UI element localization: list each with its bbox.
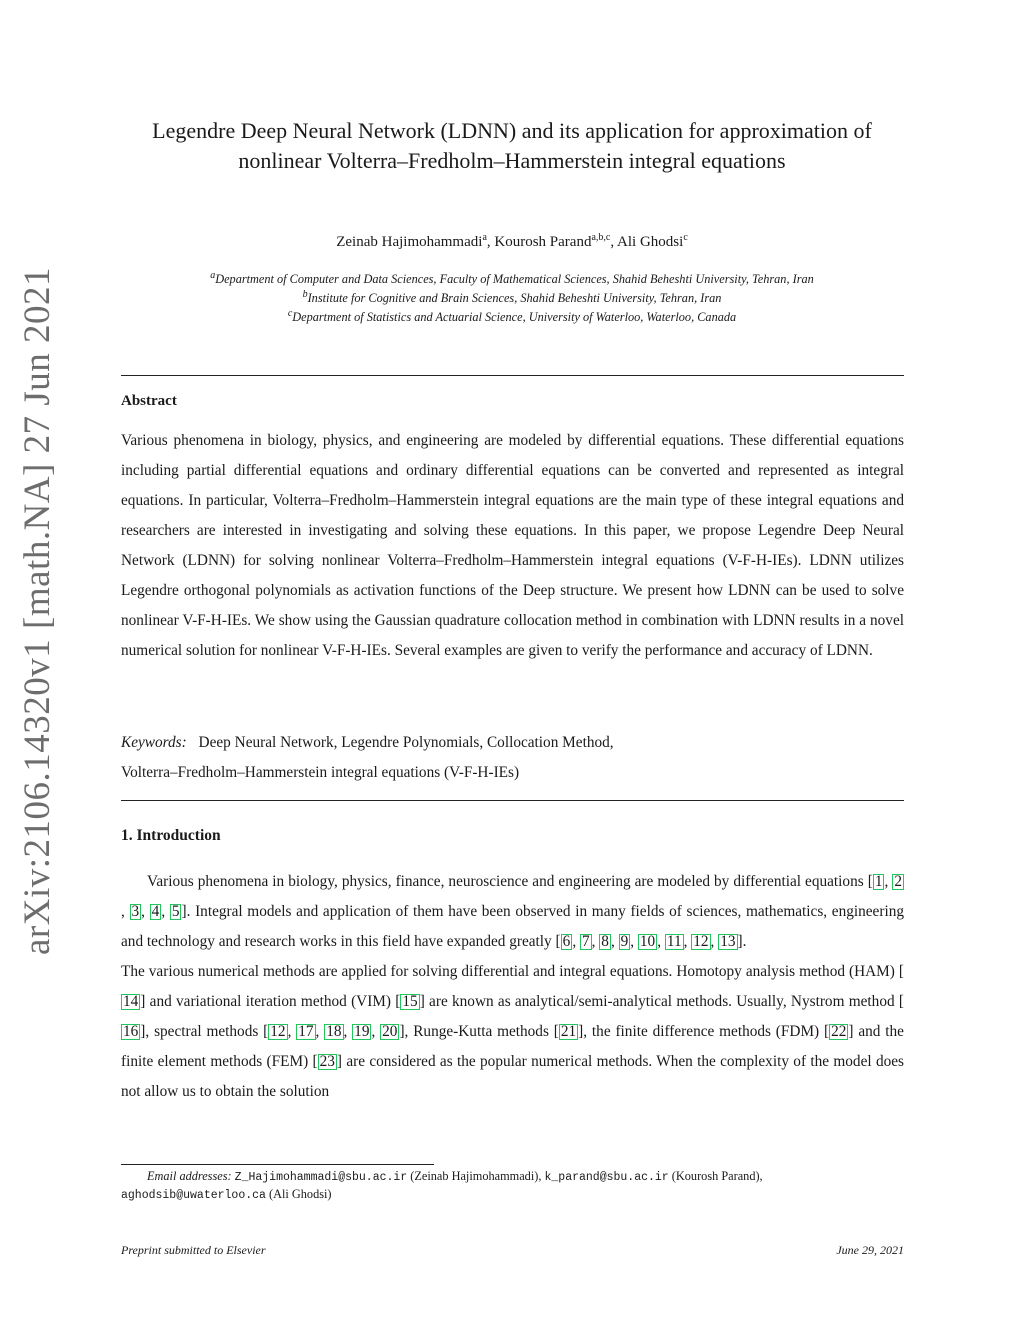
author-sup: c <box>683 232 688 243</box>
citation-link[interactable]: 15 <box>402 993 418 1010</box>
preprint-note: Preprint submitted to Elsevier <box>121 1243 266 1257</box>
author-name: Ali Ghodsi <box>617 234 684 250</box>
keywords-line-2: Volterra–Fredholm–Hammerstein integral equations (V-F-H-IEs) <box>121 764 520 781</box>
date-note: June 29, 2021 <box>836 1243 904 1257</box>
citation-link[interactable]: 17 <box>298 1023 314 1040</box>
author-list: Zeinab Hajimohammadi$^a$, Kourosh Parand$^{a,b,c}$, Ali Ghodsi$^c$ <box>336 232 688 250</box>
citation-link[interactable]: 23 <box>319 1053 335 1070</box>
keywords <box>121 728 904 788</box>
citation-link[interactable]: 21 <box>560 1023 577 1040</box>
citation-link[interactable]: 8 <box>601 933 609 950</box>
citation-link[interactable]: 3 <box>131 903 140 920</box>
citation-link[interactable]: 14 <box>123 993 139 1010</box>
email-label: Email addresses: <box>147 1169 232 1183</box>
citation-link[interactable]: 12 <box>270 1023 286 1040</box>
author-sup: a <box>482 232 487 243</box>
email-link[interactable]: k_parand@sbu.ac.ir <box>544 1171 669 1184</box>
affiliation-list <box>110 268 914 325</box>
intro-paragraph-2: The various numerical methods are applied for solving differential and integral equations. Homotopy analysis method (HAM) [14 ] and variational iteration method (VIM) [ 15 ] are known as analytical/semi-analytical methods. Usually, Nystrom method [16 ], spectral methods [ 12 , 17 , 18 , 19 , 20 ], Runge-Kutta methods [ 21 ], the finite difference methods (FDM) [ 22 ] and the finite element methods (FEM) [ 23 ] are considered as the popular numerical methods. When the complexity of the model does not allow us to obtain the solution <box>121 963 904 1100</box>
citation-link[interactable]: 5 <box>171 903 180 920</box>
author-name: Zeinab Hajimohammadi <box>336 234 483 250</box>
keywords-label: Keywords: <box>121 734 187 751</box>
citation-link[interactable]: 13 <box>720 933 736 950</box>
citation-link[interactable]: 1 <box>874 873 883 890</box>
abstract-bottom-rule <box>121 800 904 801</box>
affiliation: $^b$Institute for Cognitive and Brain Sciences, Shahid Beheshti University, Tehran, Iran <box>302 289 722 306</box>
introduction-body <box>121 867 904 1107</box>
email-link[interactable]: Z_Hajimohammadi@sbu.ac.ir <box>234 1171 408 1184</box>
author-name: Kourosh Parand <box>494 234 592 250</box>
author-sup: a,b,c <box>591 232 611 243</box>
paper-title: Legendre Deep Neural Network (LDNN) and its application for approximation of nonlinear Volterra–Fredholm–Hammerstein integral equations <box>152 118 872 173</box>
citation-link[interactable]: 4 <box>151 903 160 920</box>
citation-link[interactable]: 7 <box>581 933 590 950</box>
keywords-line-1: Deep Neural Network, Legendre Polynomials, Collocation Method, <box>198 734 614 751</box>
affiliation: $^c$Department of Statistics and Actuarial Science, University of Waterloo, Waterloo, Canada <box>287 308 737 325</box>
arxiv-identifier: arXiv:2106.14320v1 [math.NA] 27 Jun 2021 <box>17 267 58 955</box>
footnote-rule <box>121 1164 434 1165</box>
citation-link[interactable]: 19 <box>354 1023 370 1040</box>
citation-link[interactable]: 9 <box>620 933 629 950</box>
section-heading-introduction: 1. Introduction <box>121 827 221 844</box>
affiliation: $^a$Department of Computer and Data Sciences, Faculty of Mathematical Sciences, Shahid Beheshti University, Tehran, Iran <box>210 270 814 287</box>
abstract-text: Various phenomena in biology, physics, and engineering are modeled by differential equations. These differential equations including partial differential equations and ordinary differential equations can be converted and represented as integral equations. In particular, Volterra–Fredholm–Hammerstein integral equations are the main type of these integral equations and researchers are interested in investigating and solving these equations. In this paper, we propose Legendre Deep Neural Network (LDNN) for solving nonlinear Volterra–Fredholm–Hammerstein integral equations (V-F-H-IEs). LDNN utilizes Legendre orthogonal polynomials as activation functions of the Deep structure. We present how LDNN can be used to solve nonlinear V-F-H-IEs. We show using the Gaussian quadrature collocation method in combination with LDNN results in a novel numerical solution for nonlinear V-F-H-IEs. Several examples are given to verify the performance and accuracy of LDNN. <box>121 432 904 659</box>
intro-paragraph-1: Various phenomena in biology, physics, finance, neuroscience and engineering are modeled by differential equations [ 1 , 2, 3 , 4 , 5 ]. Integral models and application of them have been observed in many fields of sciences, mathematics, engineering and technology and research works in this field have expanded greatly [ 6 , 7 , 8 , 9 , 10 , 11 , 12 , 13 ]. <box>121 873 904 950</box>
citation-link[interactable]: 2 <box>894 873 902 890</box>
footnote-emails: Email addresses: Z_Hajimohammadi@sbu.ac.ir (Zeinab Hajimohammadi), k_parand@sbu.ac.ir (Kourosh Parand), aghodsib@uwaterloo.ca (Ali Ghodsi) <box>121 1169 763 1202</box>
abstract-heading: Abstract <box>121 393 177 409</box>
email-link[interactable]: aghodsib@uwaterloo.ca <box>121 1189 266 1202</box>
citation-link[interactable]: 20 <box>382 1023 398 1040</box>
citation-link[interactable]: 11 <box>666 933 682 950</box>
citation-link[interactable]: 10 <box>639 933 656 950</box>
citation-link[interactable]: 18 <box>326 1023 342 1040</box>
citation-link[interactable]: 16 <box>123 1023 139 1040</box>
citation-link[interactable]: 12 <box>693 933 709 950</box>
abstract-top-rule <box>121 375 904 376</box>
citation-link[interactable]: 6 <box>562 933 571 950</box>
citation-link[interactable]: 22 <box>831 1023 847 1040</box>
